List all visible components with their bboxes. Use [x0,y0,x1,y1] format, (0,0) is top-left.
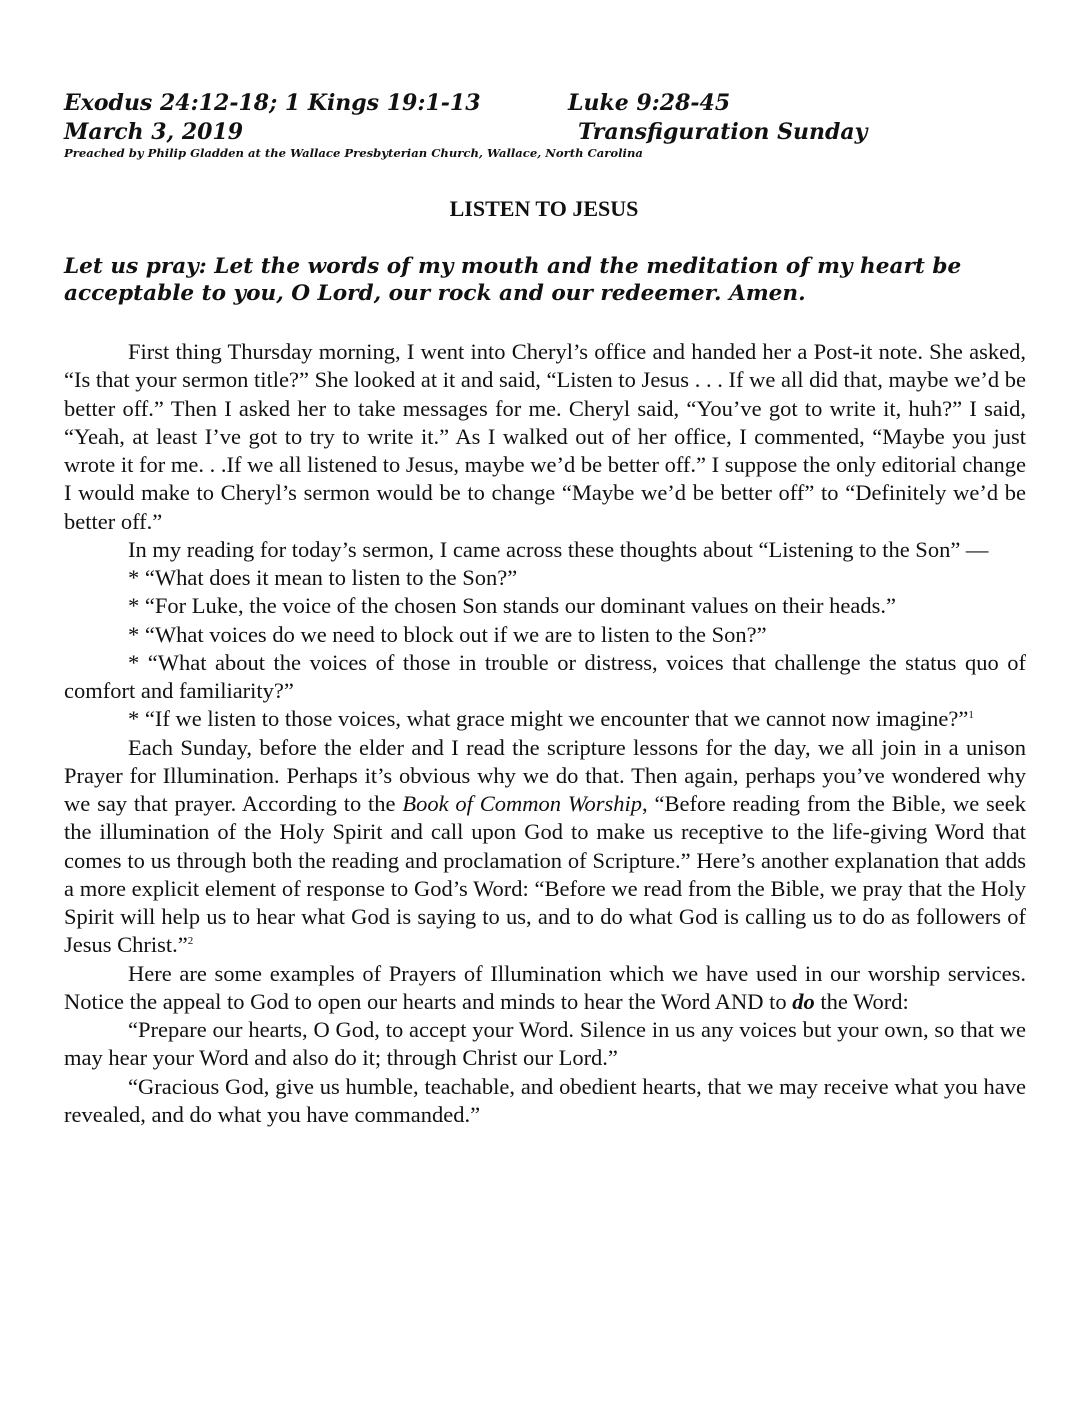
quote-text: * “If we listen to those voices, what grace might we encounter that we cannot now imagine?” [128,706,969,732]
scripture-left: Exodus 24:12-18; 1 Kings 19:1-13 [64,90,481,116]
footnote-ref: 2 [187,935,194,948]
quote-bullet: * “What does it mean to listen to the Son?” [128,565,518,590]
paragraph-text: the Word: [814,988,909,1014]
preacher-credit: Preached by Philip Gladden at the Wallace Presbyterian Church, Wallace, North Carolina [64,146,643,160]
quote-bullet: * “For Luke, the voice of the chosen Son stands our dominant values on their heads.” [128,593,896,619]
paragraph: First thing Thursday morning, I went into Cheryl’s office and handed her a Post-it note. She asked, “Is that your sermon title?” She looked at it and said, “Listen to Jesus . . . If we all did that, maybe we’d be better off.” Then I asked her to take messages for me. Cheryl said, “You’ve got to write it, huh?” I said, “Yeah, at least I’ve got to try to write it.” As I walked out of her office, I commented, “Maybe you just wrote it for me. . .If we all listened to Jesus, maybe we’d be better off.” I suppose the only editorial change I would make to Cheryl’s sermon would be to change “Maybe we’d be better off” to “Definitely we’d be better off.” [64,339,1026,534]
opening-prayer: Let us pray: Let the words of my mouth and the meditation of my heart be acceptable to you, O Lord, our rock and our redeemer. Amen. [64,254,962,306]
paragraph-text: Here are some examples of Prayers of Illumination which we have used in our worship services. Notice the appeal to God to open our hearts and minds to hear the Word AND to [64,960,1026,1014]
paragraph-text: Each Sunday, before the elder and I read the scripture lessons for the day, we all join in a unison Prayer for Illumination. Perhaps it’s obvious why we do that. Then again, perhaps you’ve wondered why we say that prayer. According to the [64,734,1026,816]
quote-bullet: * “What about the voices of those in trouble or distress, voices that challenge the status quo of comfort and familiarity?” [64,649,1026,703]
sermon-date: March 3, 2019 [64,119,244,145]
scripture-right: Luke 9:28-45 [568,90,731,116]
paragraph [64,734,1026,960]
prayer-quote: “Gracious God, give us humble, teachable, and obedient hearts, that we may receive what you have revealed, and do what you have commanded.” [64,1073,1026,1127]
occasion: Transfiguration Sunday [578,119,868,145]
book-title: Book of Common Worship [402,791,643,816]
paragraph-text: , “Before reading from the Bible, we seek the illumination of the Holy Spirit and call upon God to make us receptive to the life-giving Word that comes to us through both the reading and proclamation of Scripture.” Here’s another explanation that adds a more explicit element of response to God’s Word: “Before we read from the Bible, we pray that the Holy Spirit will help us to hear what God is saying to us, and to do what God is calling us to do as followers of Jesus Christ.” [64,791,1026,958]
prayer-quote: “Prepare our hearts, O God, to accept your Word. Silence in us any voices but your own, so that we may hear your Word and also do it; through Christ our Lord.” [64,1017,1026,1071]
emphasis: do [792,988,815,1014]
paragraph [64,960,1026,1017]
paragraph: In my reading for today’s sermon, I came across these thoughts about “Listening to the Son” — [128,536,989,562]
sermon-title: LISTEN TO JESUS [449,196,639,221]
quote-bullet: * “What voices do we need to block out if we are to listen to the Son?” [128,621,767,647]
quote-bullet [64,705,1026,733]
sermon-body [64,338,1026,1129]
footnote-ref: 1 [968,709,974,722]
